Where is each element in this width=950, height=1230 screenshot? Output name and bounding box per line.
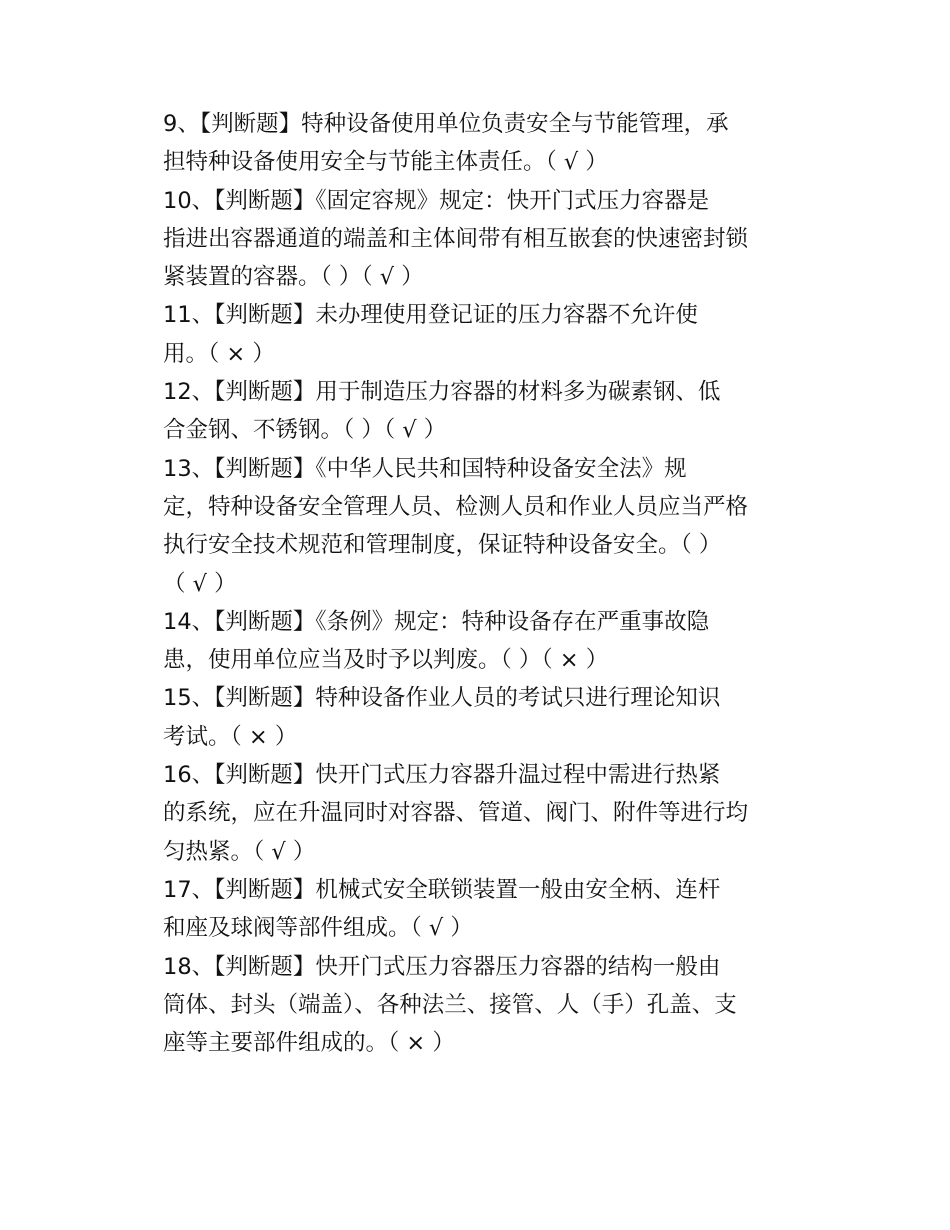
- text-line: 筒体、封头（端盖）、各种法兰、接管、人（手）孔盖、支: [163, 991, 737, 1018]
- text-line: 10、【判断题】《固定容规》规定：快开门式压力容器是: [163, 187, 710, 214]
- text-line: 和座及球阀等部件组成。（ √ ）: [163, 915, 473, 942]
- text-line: 紧装置的容器。（ ）（ √ ）: [163, 264, 424, 291]
- text-line: 12、【判断题】用于制造压力容器的材料多为碳素钢、低: [163, 379, 721, 406]
- text-line: 座等主要部件组成的。（ × ）: [163, 1030, 455, 1057]
- text-line: 18、【判断题】快开门式压力容器压力容器的结构一般由: [163, 953, 721, 980]
- text-line: 考试。（ × ）: [163, 723, 298, 750]
- text-line: 合金钢、不锈钢。（ ）（ √ ）: [163, 417, 447, 444]
- text-line: 的系统，应在升温同时对容器、管道、阀门、附件等进行均: [163, 800, 749, 827]
- text-line: 13、【判断题】《中华人民共和国特种设备安全法》规: [163, 455, 687, 482]
- text-line: 16、【判断题】快开门式压力容器升温过程中需进行热紧: [163, 762, 721, 789]
- text-line: 17、【判断题】机械式安全联锁装置一般由安全柄、连杆: [163, 876, 721, 903]
- text-line: 15、【判断题】特种设备作业人员的考试只进行理论知识: [163, 685, 721, 712]
- text-line: 执行安全技术规范和管理制度，保证特种设备安全。（ ）: [163, 532, 722, 559]
- text-line: 匀热紧。（ √ ）: [163, 838, 316, 865]
- question-list: [163, 105, 788, 1062]
- text-line: 11、【判断题】未办理使用登记证的压力容器不允许使: [163, 302, 698, 329]
- text-line: 指进出容器通道的端盖和主体间带有相互嵌套的快速密封锁: [163, 225, 749, 252]
- text-line: 用。（ × ）: [163, 340, 275, 367]
- text-line: 9、【判断题】特种设备使用单位负责安全与节能管理，承: [163, 111, 729, 137]
- text-line: 担特种设备使用安全与节能主体责任。（ √ ）: [163, 149, 608, 176]
- text-line: 患，使用单位应当及时予以判废。（ ）（ × ）: [163, 647, 609, 674]
- text-line: 14、【判断题】《条例》规定：特种设备存在严重事故隐: [163, 608, 710, 635]
- text-line: （ √ ）: [163, 570, 237, 597]
- text-line: 定，特种设备安全管理人员、检测人员和作业人员应当严格: [163, 493, 749, 520]
